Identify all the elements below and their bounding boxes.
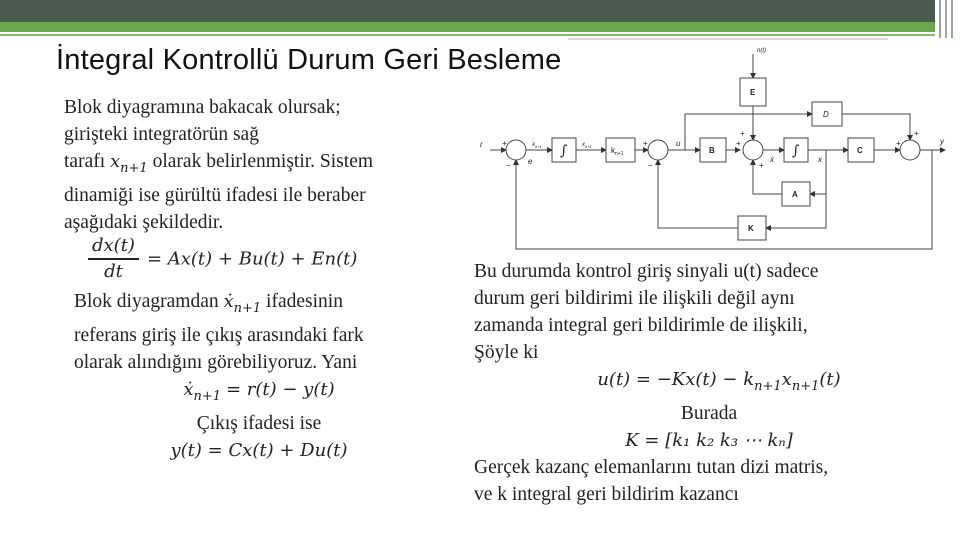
equation-part: u(t) = −Kx(t) − k [597,369,755,390]
block-C-label: C [857,146,863,155]
equation-gain-vector: K = [k₁ k₂ k₃ ⋯ kₙ] [625,429,793,451]
right-text-column [474,258,944,505]
top-banner-green [0,22,935,32]
right-paragraph-2-line-1: Gerçek kazanç elemanlarını tutan dizi matris, [474,456,829,478]
block-diagram [470,44,950,254]
fraction-numerator: dx(t) [88,234,139,260]
equation-part: (t) [819,369,841,390]
equation-part: x [781,369,792,390]
top-banner-accent-line [0,34,935,36]
label-e: e [528,157,533,166]
label-xdot: ẋ [770,155,774,164]
sign-plus: + [896,139,901,148]
label-xn1dot: ẋ$_{n+1}$ [532,142,542,149]
fraction-denominator: dt [104,260,123,282]
text-fragment: Blok diyagramdan [74,290,219,312]
left-paragraph-2-line-3: olarak alındığını görebiliyoruz. Yani [74,351,358,373]
sign-minus: − [506,161,511,170]
sign-plus: + [643,139,648,148]
math-x: x [110,151,121,172]
math-subscript: n+1 [791,378,820,394]
title-divider [568,38,888,40]
sign-plus: + [740,129,745,138]
right-paragraph-1-line-3: zamanda integral geri bildirimle de ilişkili, [474,315,808,336]
text-fragment: olarak belirlenmiştir. Sistem [152,151,374,172]
equation-state-dynamics [88,234,454,288]
math-subscript: n+1 [754,378,782,394]
summing-junction-input [648,140,668,160]
sign-plus: + [759,161,764,170]
left-paragraph-1-line-1: Blok diyagramına bakacak olursak; [64,97,341,118]
fraction [88,234,139,284]
integral-symbol: ∫ [792,143,800,159]
sign-plus: + [736,139,741,148]
left-paragraph-2-line-2: referans giriş ile çıkış arasındaki fark [74,324,364,346]
left-paragraph-1-line-4: dinamiği ise gürültü ifadesi ile beraber [64,184,366,206]
summing-junction-state [743,140,763,160]
equation-output: y(t) = Cx(t) + Du(t) [170,439,348,461]
label-xn1: $x_{n+1}$ [582,142,592,149]
sign-minus: − [648,161,653,170]
equation-rhs: = Ax(t) + Bu(t) + En(t) [146,248,358,270]
block-B-label: B [709,146,715,155]
left-paragraph-2-line-1 [74,288,454,322]
block-D-label: D [823,110,829,119]
right-paragraph-1-line-2: durum geri bildirimi ile ilişkili değil aynı [474,288,795,309]
right-paragraph-1-line-4: Şöyle ki [474,342,539,363]
left-paragraph-1-line-2: girişteki integratörün sağ [64,124,259,145]
equation-rhs: = r(t) − y(t) [225,378,335,400]
sign-plus: + [914,129,919,138]
summing-junction-error [506,140,526,160]
label-y: y [940,137,944,146]
top-banner-dark [0,0,935,22]
block-kn1-label: $k_{n+1}$ [611,146,624,157]
text-fragment: tarafı [64,151,106,172]
block-K-label: K [748,224,754,233]
text-fragment: ifadesinin [266,290,343,312]
label-u: u [676,139,681,148]
math-subscript: n+1 [193,388,222,404]
label-x: x [818,155,822,164]
right-burada-label: Burada [680,402,738,424]
right-paragraph-1-line-1: Bu durumda kontrol giriş sinyali u(t) sadece [474,261,819,282]
left-text-column [64,94,454,464]
equation-control-law [474,366,944,400]
integral-symbol: ∫ [560,143,568,159]
corner-decoration [935,0,960,38]
label-noise: n(t) [757,48,766,54]
summing-junction-output [900,140,920,160]
left-paragraph-3: Çıkış ifadesi ise [196,412,322,434]
left-paragraph-1-line-3 [64,148,454,182]
equation-error [64,376,454,410]
math-subscript: n+1 [120,160,148,176]
math-xdot: ẋ [223,290,234,312]
right-paragraph-2-line-2-clipped: ve k integral geri bildirim kazancı [474,483,739,505]
block-A-label: A [792,190,798,199]
block-E-label: E [750,88,756,97]
sign-plus: + [502,139,507,148]
slide-title: İntegral Kontrollü Durum Geri Besleme [56,44,562,76]
label-r: r [480,140,483,149]
math-subscript: n+1 [233,300,262,316]
left-paragraph-1-line-5: aşağıdaki şekildedir. [64,211,224,233]
math-xdot: ẋ [183,378,194,400]
